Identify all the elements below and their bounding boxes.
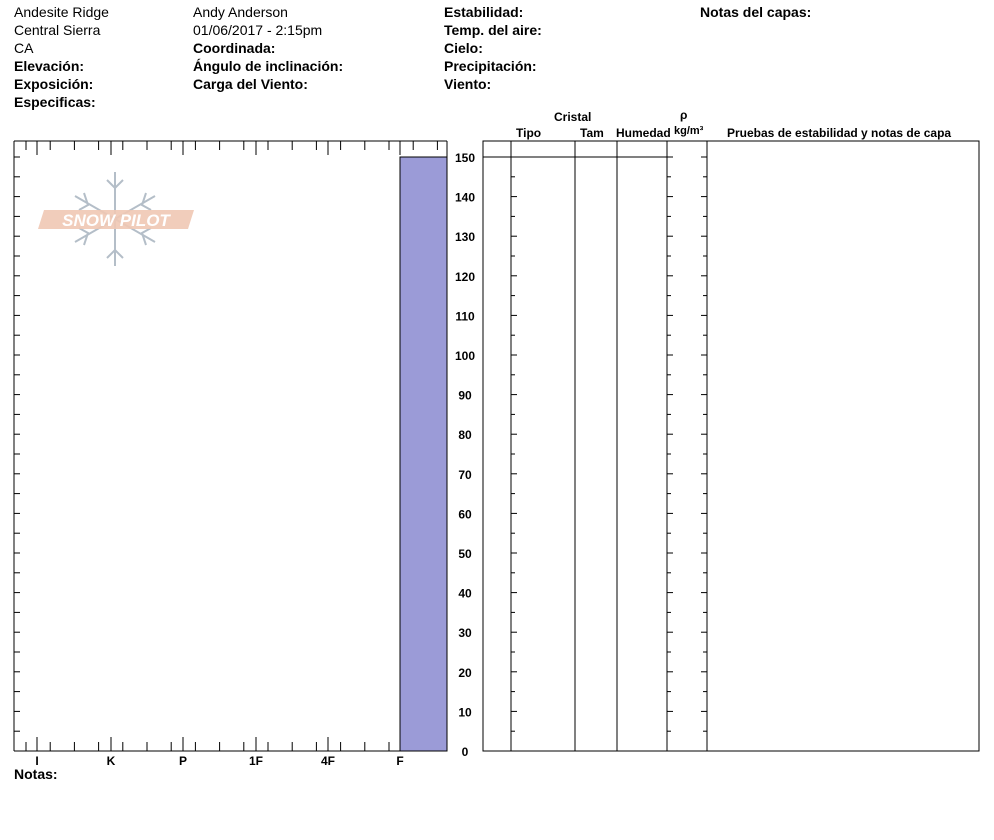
hardness-axes [14,141,447,768]
layer-notes-label: Notas del capas: [700,4,812,20]
coordinate-label: Coordinada: [193,40,276,56]
depth-tick-label: 140 [454,190,476,205]
density-unit-header: kg/m³ [674,125,704,137]
precipitation-label: Precipitación: [444,58,537,74]
moisture-header: Humedad [616,126,671,140]
depth-tick-label: 40 [458,586,472,601]
depth-tick-label: 0 [461,745,469,759]
snowpilot-logo [38,172,194,266]
depth-tick-label: 30 [458,626,472,641]
depth-tick-label: 70 [458,467,472,482]
specifics-label: Especificas: [14,94,96,110]
stability-tests-header: Pruebas de estabilidad y notas de capa [727,126,952,140]
observer-name: Andy Anderson [193,4,288,20]
depth-tick-label: 90 [458,388,472,403]
wind-loading-label: Carga del Viento: [193,76,308,92]
depth-tick-label: 10 [458,705,472,720]
mountain-range: Central Sierra [14,22,101,38]
depth-tick-label: 80 [458,428,472,443]
hardness-tick-label: K [106,754,116,768]
hardness-tick-label: F [396,754,404,768]
stability-label: Estabilidad: [444,4,524,20]
wind-label: Viento: [444,76,492,92]
size-header: Tam [580,126,604,140]
depth-tick-label: 20 [458,665,472,680]
crystal-table [483,141,979,751]
hardness-tick-label: 4F [320,754,336,768]
hardness-tick-label: I [35,754,39,768]
depth-tick-label: 130 [454,230,476,245]
location-name: Andesite Ridge [14,4,109,20]
depth-tick-label: 50 [458,547,472,561]
hardness-tick-label: P [178,754,188,768]
slope-angle-label: Ángulo de inclinación: [193,58,344,74]
depth-tick-label: 100 [454,349,476,363]
hardness-bars [400,157,447,751]
table-frame [483,141,979,751]
depth-tick-label: 110 [455,309,475,324]
aspect-label: Exposición: [14,76,94,92]
depth-tick-label: 150 [454,151,476,165]
density-symbol-header: ρ [680,108,688,122]
hardness-tick-label: 1F [248,754,264,768]
depth-tick-label: 120 [454,269,476,284]
type-header: Tipo [516,126,542,140]
logo-text: SNOW PILOT [62,211,170,230]
depth-tick-label: 60 [458,507,472,522]
observation-datetime: 01/06/2017 - 2:15pm [193,22,323,38]
notes-label: Notas: [14,766,58,782]
state: CA [14,40,34,56]
hardness-layer-bar [400,157,447,751]
depth-axis [455,151,475,759]
air-temp-label: Temp. del aire: [444,22,542,38]
elevation-label: Elevación: [14,58,85,74]
sky-label: Cielo: [444,40,483,56]
crystal-header: Cristal [554,110,592,124]
